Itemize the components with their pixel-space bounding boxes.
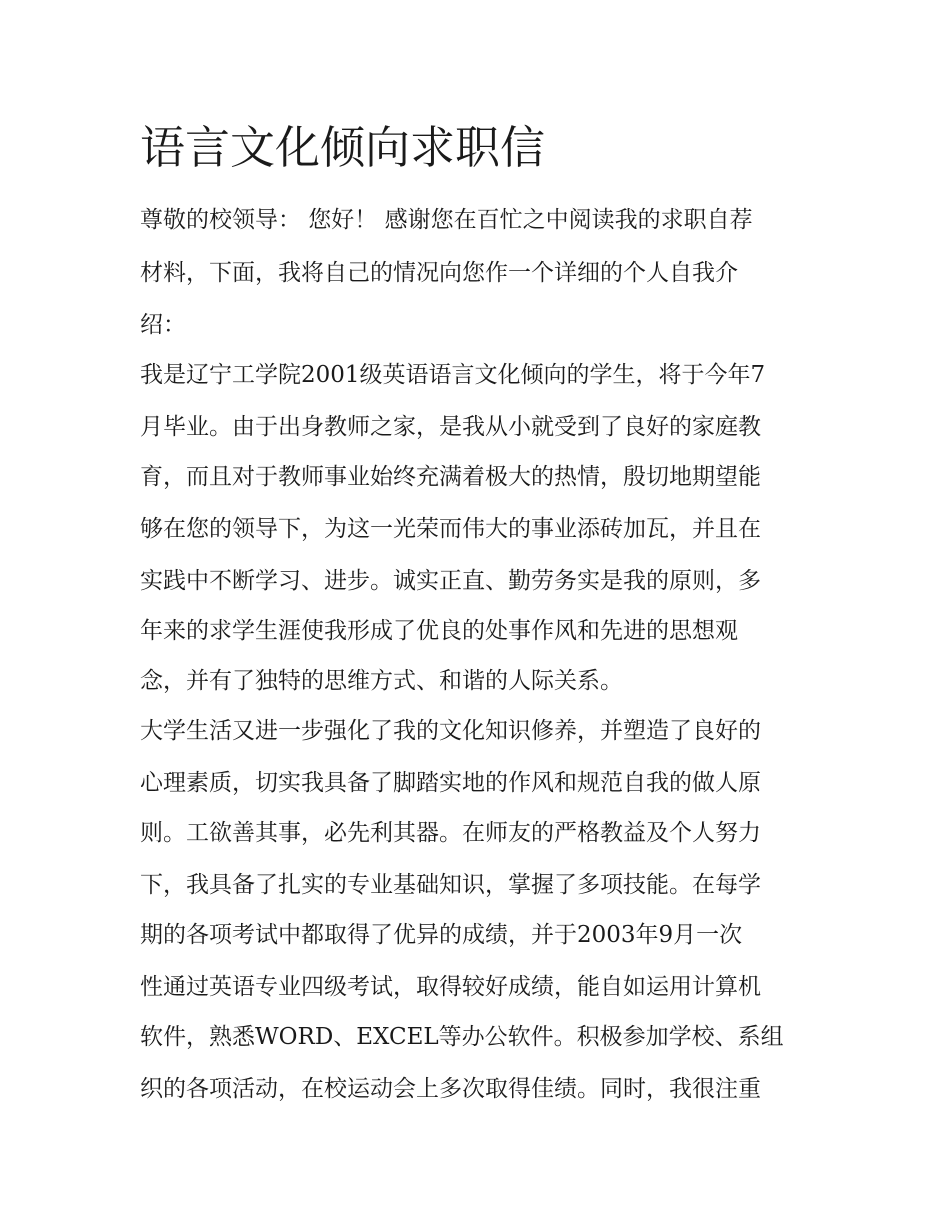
body-line: 期的各项考试中都取得了优异的成绩，并于2003年9月一次 bbox=[140, 922, 743, 948]
body-line: 则。工欲善其事，必先利其器。在师友的严格教益及个人努力 bbox=[140, 820, 761, 846]
body-line: 性通过英语专业四级考试，取得较好成绩，能自如运用计算机 bbox=[140, 974, 761, 1000]
body-line: 软件，熟悉WORD、EXCEL等办公软件。积极参加学校、系组 bbox=[140, 1024, 784, 1050]
body-line: 下，我具备了扎实的专业基础知识，掌握了多项技能。在每学 bbox=[140, 872, 761, 898]
document-title: 语言文化倾向求职信 bbox=[140, 121, 546, 174]
body-line: 月毕业。由于出身教师之家，是我从小就受到了良好的家庭教 bbox=[140, 414, 761, 440]
body-line: 育，而且对于教师事业始终充满着极大的热情，殷切地期望能 bbox=[140, 464, 761, 490]
body-line: 念，并有了独特的思维方式、和谐的人际关系。 bbox=[140, 668, 623, 694]
body-line: 大学生活又进一步强化了我的文化知识修养，并塑造了良好的 bbox=[140, 718, 761, 744]
body-line: 年来的求学生涯使我形成了优良的处事作风和先进的思想观 bbox=[140, 618, 738, 644]
body-line: 心理素质，切实我具备了脚踏实地的作风和规范自我的做人原 bbox=[140, 770, 761, 796]
body-line: 尊敬的校领导： 您好！ 感谢您在百忙之中阅读我的求职自荐 bbox=[140, 207, 753, 233]
body-line: 织的各项活动，在校运动会上多次取得佳绩。同时，我很注重 bbox=[140, 1076, 761, 1102]
body-line: 绍： bbox=[140, 312, 186, 338]
body-line: 我是辽宁工学院2001级英语语言文化倾向的学生，将于今年7 bbox=[140, 362, 766, 388]
body-line: 材料，下面，我将自己的情况向您作一个详细的个人自我介 bbox=[140, 260, 738, 286]
body-line: 实践中不断学习、进步。诚实正直、勤劳务实是我的原则，多 bbox=[140, 568, 761, 594]
body-line: 够在您的领导下，为这一光荣而伟大的事业添砖加瓦，并且在 bbox=[140, 516, 761, 542]
